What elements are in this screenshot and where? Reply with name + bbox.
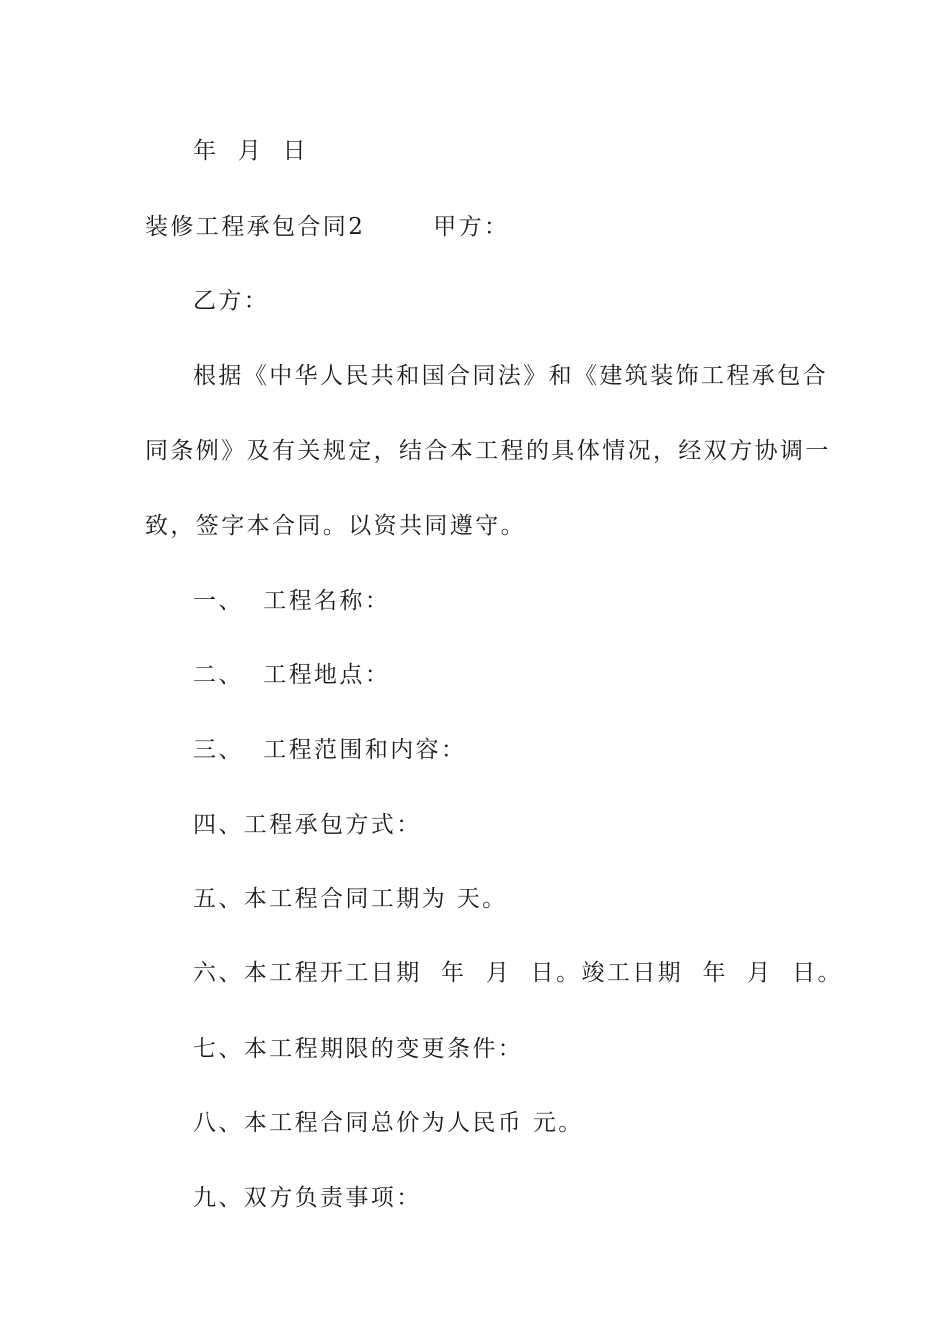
- clause-responsibilities: 九、双方负责事项：: [193, 1185, 422, 1211]
- preamble-line-1: 根据《中华人民共和国合同法》和《建筑装饰工程承包合: [193, 363, 828, 389]
- clause-total-price: 八、本工程合同总价为人民币 元。: [193, 1110, 584, 1136]
- party-b-line: 乙方：: [193, 288, 270, 314]
- clause-project-name: 一、 工程名称：: [193, 588, 391, 614]
- clause-duration: 五、本工程合同工期为 天。: [193, 886, 508, 912]
- preamble-line-3: 致，签字本合同。以资共同遵守。: [145, 513, 526, 539]
- clause-change-conditions: 七、本工程期限的变更条件：: [193, 1036, 524, 1062]
- clause-contract-method: 四、工程承包方式：: [193, 812, 422, 838]
- clause-project-location: 二、 工程地点：: [193, 662, 391, 688]
- clause-start-end-dates: 六、本工程开工日期 年 月 日。竣工日期 年 月 日。: [193, 960, 843, 986]
- clause-project-scope: 三、 工程范围和内容：: [193, 737, 467, 763]
- preamble-line-2: 同条例》及有关规定，结合本工程的具体情况，经双方协调一: [145, 438, 831, 464]
- date-line: 年 月 日: [193, 138, 309, 164]
- contract-title-party-a: 装修工程承包合同2 甲方：: [145, 214, 510, 240]
